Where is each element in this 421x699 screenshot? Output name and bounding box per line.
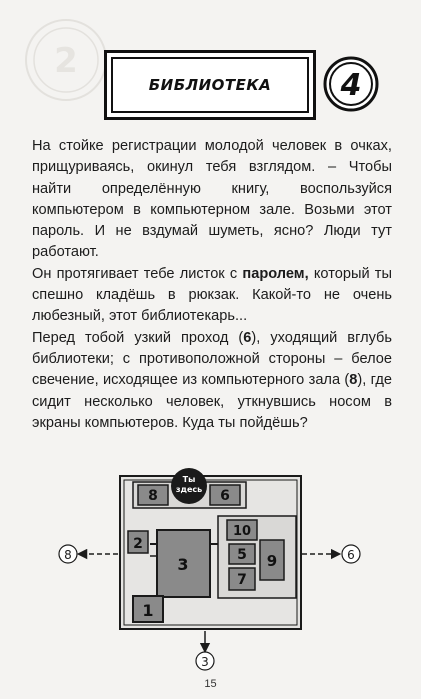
exit-bottom-label: 3: [201, 655, 209, 669]
chapter-title-frame: [111, 57, 309, 113]
story-text: [32, 136, 392, 434]
you-are-here-line2: здесь: [175, 485, 203, 494]
library-map: [0, 464, 421, 674]
room-1-label: 1: [142, 601, 154, 620]
paragraph-librarian-speech: [32, 136, 392, 264]
choice-link-6[interactable]: 6: [243, 329, 252, 346]
ghost-number-emblem: [16, 14, 116, 106]
ghost-number: 2: [54, 41, 78, 81]
you-are-here-line1: Ты: [182, 475, 196, 484]
paragraph-password: [32, 264, 392, 328]
page-number: 15: [204, 678, 217, 690]
room-2-label: 2: [133, 536, 143, 552]
paragraph-text: ), уходящий вглубь библиотеки; с противоположной стороны – белое свечение, исходящее из компьютерного зала (: [32, 329, 393, 389]
paragraph-text: На стойке регистрации молодой человек в очках, прищуриваясь, окинул тебя взглядом. – Чтобы найти определённую книгу, воспользуйся компьютером в компьютерном зале. Возьми этот пароль. И не вздумай шуметь, ясно? Люди тут работают.: [32, 138, 392, 261]
paragraph-text: Он протягивает тебе листок с: [32, 265, 243, 282]
room-7-label: 7: [237, 572, 247, 588]
paragraph-choice: [32, 328, 392, 434]
room-3-label: 3: [177, 555, 189, 574]
exit-right-label: 6: [347, 548, 355, 562]
chapter-title: БИБЛИОТЕКА: [148, 76, 272, 94]
room-6-label: 6: [220, 488, 230, 504]
paragraph-text: Перед тобой узкий проход (: [32, 329, 244, 346]
room-10-label: 10: [232, 524, 252, 539]
choice-link-8[interactable]: 8: [349, 372, 358, 389]
password-emphasis: паролем,: [242, 265, 309, 282]
room-9-label: 9: [266, 552, 278, 570]
paragraph-text: ), где сидит несколько человек, уткнувшись носом в экраны компьютеров. Куда ты пойдёшь?: [32, 372, 392, 431]
room-5-label: 5: [237, 547, 247, 563]
chapter-title-box: [104, 50, 316, 120]
chapter-number-badge: [323, 56, 379, 112]
chapter-number: 4: [340, 68, 362, 103]
paragraph-text: который ты спешно кладёшь в рюкзак. Какой-то не очень любезный, этот библиотекарь...: [32, 265, 392, 325]
room-8-label: 8: [148, 488, 158, 504]
exit-left-label: 8: [64, 548, 72, 562]
